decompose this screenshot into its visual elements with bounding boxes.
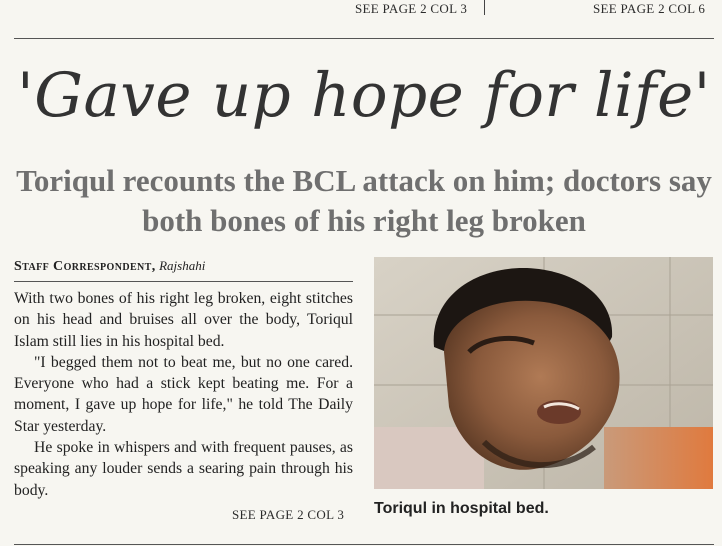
see-page-ref-right: SEE PAGE 2 COL 6 bbox=[593, 1, 706, 16]
paragraph-2: "I begged them not to beat me, but no one cared. Everyone who had a stick kept beating me. For a moment, I gave up hope for life," he told The Daily Star yesterday. bbox=[14, 353, 353, 435]
byline-name: Staff Correspondent, bbox=[14, 259, 156, 274]
paragraph-3: He spoke in whispers and with frequent pauses, as speaking any louder sends a searing pain through his body. bbox=[14, 439, 353, 499]
byline bbox=[14, 258, 205, 275]
news-photo bbox=[374, 257, 713, 489]
paragraph-1: With two bones of his right leg broken, eight stitches on his head and bruises all over the body, Toriqul Islam still lies in his hospital bed. bbox=[14, 290, 353, 350]
bottom-rule bbox=[14, 544, 714, 545]
byline-location: Rajshahi bbox=[159, 258, 206, 273]
continuation-references-top bbox=[0, 0, 722, 22]
byline-rule bbox=[14, 281, 353, 282]
see-page-ref-bottom: SEE PAGE 2 COL 3 bbox=[232, 507, 345, 522]
headline: 'Gave up hope for life' bbox=[17, 60, 711, 131]
article-body bbox=[14, 288, 353, 501]
top-rule bbox=[14, 38, 714, 39]
subheadline: Toriqul recounts the BCL attack on him; doctors say both bones of his right leg broken bbox=[16, 163, 712, 238]
photo-illustration bbox=[374, 257, 713, 489]
photo-caption: Toriqul in hospital bed. bbox=[374, 500, 549, 517]
column-separator bbox=[484, 0, 485, 15]
see-page-ref-left: SEE PAGE 2 COL 3 bbox=[355, 1, 468, 16]
